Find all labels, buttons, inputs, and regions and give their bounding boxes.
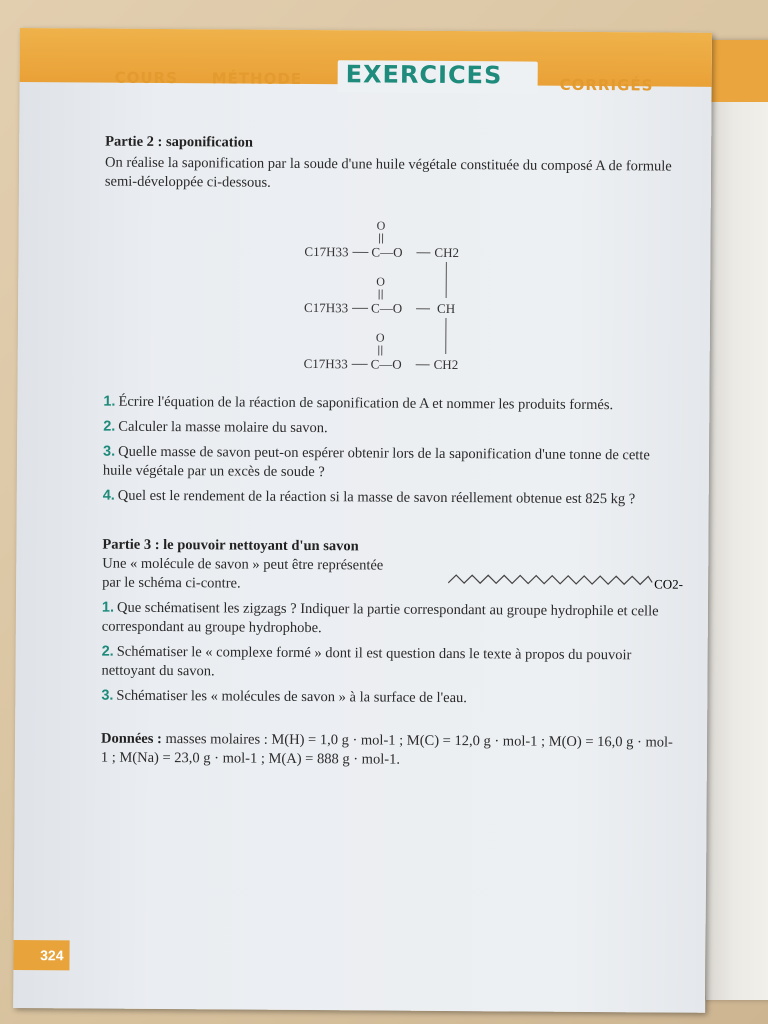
data-text: masses molaires : M(H) = 1,0 g · mol-1 ; M(C) = 12,0 g · mol-1 ; M(O) = 16,0 g · mol-1 ; M(Na) = 23,0 g · mol-1 ; M(A) = 888 g · mol-1. (100, 731, 673, 768)
question-number: 3. (101, 687, 114, 704)
carboxylate-label: CO2- (654, 576, 684, 592)
question-text: Schématiser le « complexe formé » dont il est question dans le texte à propos du pouvoir nettoyant du savon. (101, 643, 632, 680)
question-number: 2. (101, 643, 114, 660)
part3-intro: Une « molécule de savon » peut être représentée par le schéma ci-contre. (102, 555, 384, 592)
formula-glycerol-2: CH (437, 300, 456, 317)
formula-glycerol-1: CH2 (434, 244, 460, 261)
triglyceride-formula (103, 202, 676, 391)
question-text: Quelle masse de savon peut-on espérer obtenir lors de la saponification d'une tonne de cette huile végétale par un excès de soude ? (102, 443, 650, 481)
part3-question-2 (101, 643, 673, 685)
question-text: Calculer la masse molaire du savon. (118, 418, 328, 437)
next-page-header-band (706, 40, 768, 102)
part2-question-4 (103, 487, 675, 510)
formula-glycerol-3: CH2 (433, 356, 459, 373)
next-page-edge (706, 40, 768, 1000)
question-text: Écrire l'équation de la réaction de saponification de A et nommer les produits formés. (118, 393, 614, 414)
formula-oxygen-1: O (376, 218, 386, 233)
question-number: 3. (102, 443, 116, 460)
formula-chain-3: C17H33 (303, 355, 348, 372)
data-label: Données : (100, 730, 162, 748)
question-number: 1. (103, 393, 116, 410)
formula-row-2 (304, 274, 455, 316)
question-text: Que schématisent les zigzags ? Indiquer la partie correspondant au groupe hydrophile et celle correspondant au groupe hydrophobe. (101, 599, 659, 637)
part2-title: Partie 2 : saponification (105, 133, 254, 151)
tab-exercices-label: EXERCICES (345, 60, 503, 90)
data-block (101, 730, 673, 772)
part2-question-3 (103, 443, 675, 485)
question-text: Schématiser les « molécules de savon » à la surface de l'eau. (116, 687, 467, 707)
structural-formula (103, 202, 676, 391)
page-number: 324 (13, 940, 69, 970)
question-number: 4. (102, 487, 115, 504)
part2-question-1 (103, 393, 675, 416)
formula-oxygen-3: O (375, 330, 385, 345)
formula-row-1 (304, 218, 459, 260)
part3-question-1 (102, 599, 674, 641)
zigzag-icon (448, 565, 688, 597)
tab-methode: MÉTHODE (211, 69, 303, 88)
tab-corriges: CORRIGÉS (559, 75, 654, 95)
question-text: Quel est le rendement de la réaction si la masse de savon réellement obtenue est 825 kg ? (117, 487, 636, 508)
part3-question-3 (101, 687, 673, 710)
question-number: 2. (103, 418, 116, 435)
tab-cours: COURS (114, 68, 179, 88)
formula-ester-2: C—O (371, 300, 403, 316)
formula-row-3 (304, 330, 459, 372)
soap-molecule-schema (448, 565, 688, 597)
formula-oxygen-2: O (376, 274, 385, 289)
book-page (13, 28, 712, 1013)
tab-exercices-active (338, 60, 538, 93)
formula-chain-1: C17H33 (304, 243, 349, 260)
formula-ester-3: C—O (370, 356, 402, 372)
part2-question-2 (103, 418, 675, 441)
page-content (100, 133, 684, 772)
part3-intro-row (102, 555, 684, 597)
part3-title: Partie 3 : le pouvoir nettoyant d'un savon (102, 536, 359, 555)
formula-ester-1: C—O (371, 244, 403, 260)
formula-chain-2: C17H33 (304, 299, 349, 316)
part2-intro: On réalise la saponification par la soude d'une huile végétale constituée du composé A de formule semi-développée ci-dessous. (104, 154, 672, 191)
question-number: 1. (101, 599, 115, 616)
